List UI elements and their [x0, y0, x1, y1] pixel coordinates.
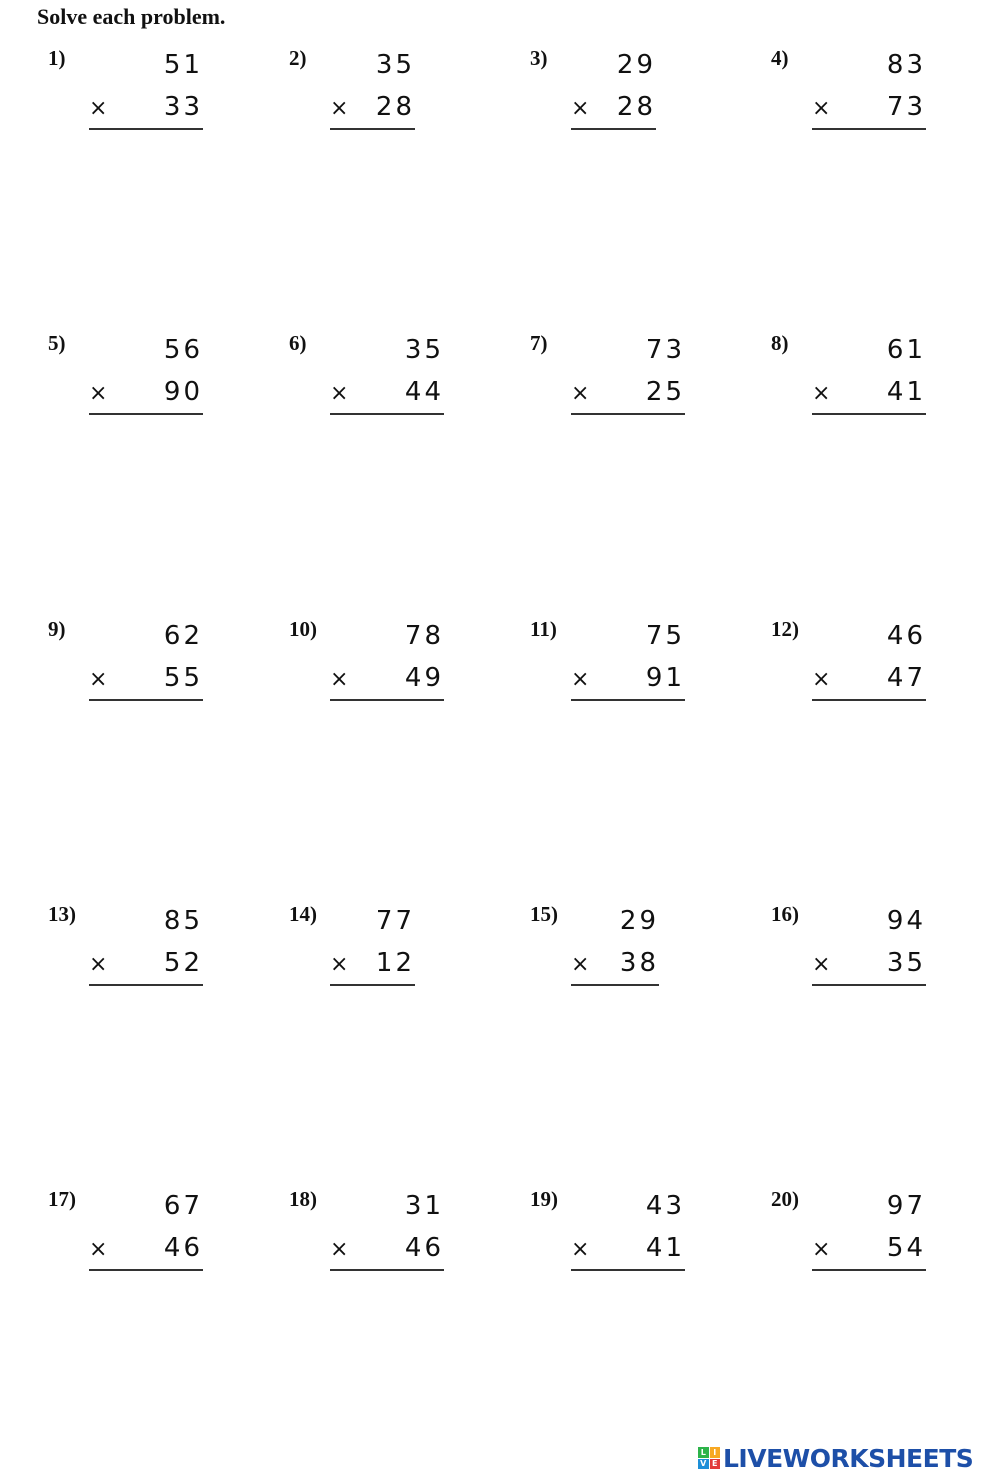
problem-number: 5)	[48, 331, 66, 355]
answer-line	[89, 128, 203, 130]
logo-text: LIVEWORKSHEETS	[723, 1443, 974, 1473]
problem-number: 13)	[48, 902, 76, 926]
multiplier: 55	[163, 663, 203, 693]
problem-7	[530, 331, 770, 441]
multiplicand: 75	[645, 621, 685, 651]
problem-10	[289, 617, 529, 727]
multiplicand: 31	[404, 1191, 444, 1221]
times-sign: ×	[330, 381, 349, 406]
times-sign: ×	[571, 381, 590, 406]
multiplication-block	[330, 1187, 444, 1277]
problem-number: 16)	[771, 902, 799, 926]
multiplicand: 43	[645, 1191, 685, 1221]
multiplier: 41	[645, 1233, 685, 1263]
multiplier: 25	[645, 377, 685, 407]
problem-number: 17)	[48, 1187, 76, 1211]
multiplier: 46	[163, 1233, 203, 1263]
problem-number: 20)	[771, 1187, 799, 1211]
multiplication-block	[812, 902, 926, 992]
times-sign: ×	[812, 381, 831, 406]
multiplicand: 83	[886, 50, 926, 80]
times-sign: ×	[571, 1237, 590, 1262]
multiplier: 91	[645, 663, 685, 693]
multiplier: 49	[404, 663, 444, 693]
multiplication-block	[812, 331, 926, 421]
times-sign: ×	[812, 1237, 831, 1262]
answer-line	[89, 413, 203, 415]
times-sign: ×	[330, 96, 349, 121]
multiplicand: 97	[886, 1191, 926, 1221]
answer-line	[571, 984, 659, 986]
problem-11	[530, 617, 770, 727]
multiplier: 54	[886, 1233, 926, 1263]
multiplicand: 29	[616, 50, 656, 80]
multiplier: 47	[886, 663, 926, 693]
times-sign: ×	[571, 952, 590, 977]
problem-1	[48, 46, 288, 156]
problem-number: 10)	[289, 617, 317, 641]
multiplier: 28	[375, 92, 415, 122]
answer-line	[89, 1269, 203, 1271]
multiplication-block	[571, 1187, 685, 1277]
multiplier: 38	[619, 948, 659, 978]
multiplicand: 61	[886, 335, 926, 365]
multiplicand: 56	[163, 335, 203, 365]
problem-18	[289, 1187, 529, 1297]
multiplier: 33	[163, 92, 203, 122]
multiplicand: 78	[404, 621, 444, 651]
multiplication-block	[89, 902, 203, 992]
multiplier: 12	[375, 948, 415, 978]
problem-20	[771, 1187, 1000, 1297]
multiplier: 73	[886, 92, 926, 122]
answer-line	[571, 699, 685, 701]
problem-2	[289, 46, 529, 156]
problem-number: 1)	[48, 46, 66, 70]
multiplication-block	[89, 46, 203, 136]
multiplication-block	[330, 46, 415, 136]
answer-line	[812, 984, 926, 986]
answer-line	[330, 1269, 444, 1271]
times-sign: ×	[812, 952, 831, 977]
worksheet-title: Solve each problem.	[37, 4, 226, 29]
times-sign: ×	[89, 952, 108, 977]
problem-14	[289, 902, 529, 1012]
multiplicand: 51	[163, 50, 203, 80]
multiplier: 35	[886, 948, 926, 978]
answer-line	[330, 413, 444, 415]
multiplicand: 73	[645, 335, 685, 365]
multiplication-block	[330, 902, 415, 992]
multiplicand: 35	[404, 335, 444, 365]
multiplicand: 29	[619, 906, 659, 936]
answer-line	[330, 128, 415, 130]
logo-mark-tile: L	[698, 1447, 709, 1458]
problem-number: 9)	[48, 617, 66, 641]
problem-13	[48, 902, 288, 1012]
logo-mark-tile: E	[710, 1459, 721, 1470]
times-sign: ×	[330, 1237, 349, 1262]
problem-number: 3)	[530, 46, 548, 70]
times-sign: ×	[330, 667, 349, 692]
problem-16	[771, 902, 1000, 1012]
multiplicand: 46	[886, 621, 926, 651]
multiplicand: 62	[163, 621, 203, 651]
problem-number: 6)	[289, 331, 307, 355]
multiplication-block	[571, 46, 656, 136]
problem-17	[48, 1187, 288, 1297]
times-sign: ×	[571, 96, 590, 121]
problem-number: 15)	[530, 902, 558, 926]
problem-5	[48, 331, 288, 441]
multiplication-block	[812, 46, 926, 136]
times-sign: ×	[330, 952, 349, 977]
multiplicand: 94	[886, 906, 926, 936]
answer-line	[330, 699, 444, 701]
multiplier: 52	[163, 948, 203, 978]
multiplication-block	[571, 617, 685, 707]
problem-15	[530, 902, 770, 1012]
multiplier: 46	[404, 1233, 444, 1263]
problem-9	[48, 617, 288, 727]
problem-12	[771, 617, 1000, 727]
answer-line	[571, 128, 656, 130]
problem-8	[771, 331, 1000, 441]
multiplier: 44	[404, 377, 444, 407]
answer-line	[812, 699, 926, 701]
answer-line	[571, 413, 685, 415]
problem-6	[289, 331, 529, 441]
multiplication-block	[89, 617, 203, 707]
problem-number: 2)	[289, 46, 307, 70]
times-sign: ×	[89, 1237, 108, 1262]
answer-line	[330, 984, 415, 986]
times-sign: ×	[812, 96, 831, 121]
multiplicand: 35	[375, 50, 415, 80]
multiplication-block	[571, 902, 659, 992]
multiplier: 41	[886, 377, 926, 407]
times-sign: ×	[812, 667, 831, 692]
problem-number: 14)	[289, 902, 317, 926]
multiplication-block	[89, 1187, 203, 1277]
problem-4	[771, 46, 1000, 156]
multiplication-block	[812, 617, 926, 707]
problem-19	[530, 1187, 770, 1297]
multiplication-block	[89, 331, 203, 421]
answer-line	[89, 699, 203, 701]
problem-number: 8)	[771, 331, 789, 355]
multiplication-block	[812, 1187, 926, 1277]
multiplier: 90	[163, 377, 203, 407]
problem-number: 11)	[530, 617, 557, 641]
multiplication-block	[330, 331, 444, 421]
multiplicand: 77	[375, 906, 415, 936]
answer-line	[571, 1269, 685, 1271]
multiplication-block	[330, 617, 444, 707]
times-sign: ×	[89, 381, 108, 406]
problem-number: 18)	[289, 1187, 317, 1211]
problem-number: 7)	[530, 331, 548, 355]
times-sign: ×	[89, 667, 108, 692]
problem-number: 19)	[530, 1187, 558, 1211]
multiplication-block	[571, 331, 685, 421]
answer-line	[812, 413, 926, 415]
logo-mark-tile: V	[698, 1459, 709, 1470]
problem-number: 12)	[771, 617, 799, 641]
multiplicand: 85	[163, 906, 203, 936]
multiplier: 28	[616, 92, 656, 122]
times-sign: ×	[571, 667, 590, 692]
times-sign: ×	[89, 96, 108, 121]
logo-mark-icon	[698, 1447, 720, 1469]
problem-3	[530, 46, 770, 156]
answer-line	[812, 1269, 926, 1271]
problem-number: 4)	[771, 46, 789, 70]
multiplicand: 67	[163, 1191, 203, 1221]
answer-line	[89, 984, 203, 986]
answer-line	[812, 128, 926, 130]
liveworksheets-logo	[698, 1438, 1000, 1478]
logo-mark-tile: I	[710, 1447, 721, 1458]
